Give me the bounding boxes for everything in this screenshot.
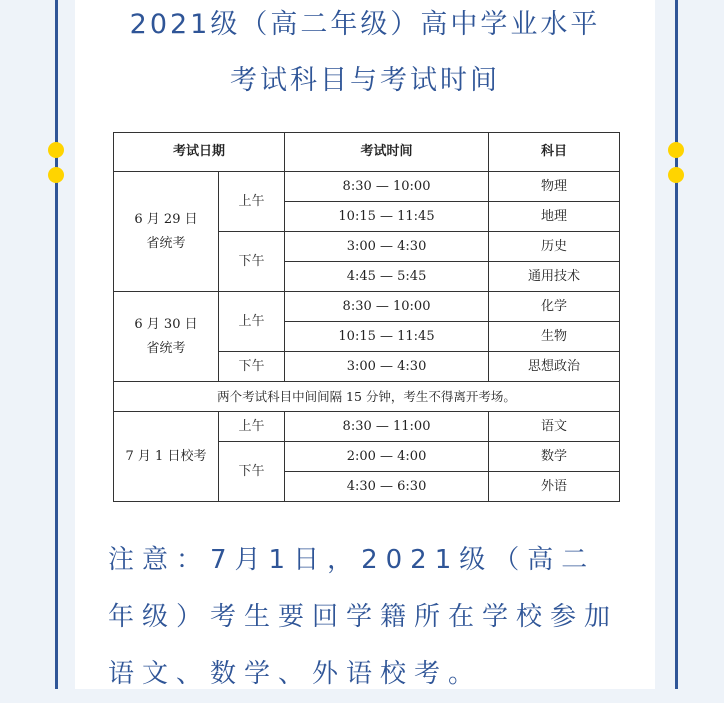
date-day2-line1: 6 月 30 日 bbox=[134, 316, 198, 332]
table-row bbox=[114, 292, 620, 322]
yellow-dot bbox=[48, 167, 64, 183]
period-day3-pm: 下午 bbox=[219, 442, 285, 502]
time-cell: 3:00 — 4:30 bbox=[285, 352, 489, 382]
time-cell: 10:15 — 11:45 bbox=[285, 322, 489, 352]
time-cell: 4:30 — 6:30 bbox=[285, 472, 489, 502]
table-row bbox=[114, 412, 620, 442]
subject-cell: 化学 bbox=[489, 292, 620, 322]
subject-cell: 物理 bbox=[489, 172, 620, 202]
date-cell-day3: 7 月 1 日校考 bbox=[114, 412, 219, 502]
yellow-dot bbox=[48, 142, 64, 158]
time-cell: 8:30 — 10:00 bbox=[285, 292, 489, 322]
time-cell: 3:00 — 4:30 bbox=[285, 232, 489, 262]
header-subject: 科目 bbox=[489, 133, 620, 172]
table-row bbox=[114, 382, 620, 412]
date-day2-line2: 省统考 bbox=[146, 340, 186, 356]
date-day1-line2: 省统考 bbox=[146, 235, 186, 251]
interval-note: 两个考试科目中间间隔 15 分钟，考生不得离开考场。 bbox=[114, 382, 620, 412]
subject-cell: 通用技术 bbox=[489, 262, 620, 292]
date-cell-day2 bbox=[114, 292, 219, 382]
subject-cell: 历史 bbox=[489, 232, 620, 262]
period-day2-am: 上午 bbox=[219, 292, 285, 352]
period-day1-pm: 下午 bbox=[219, 232, 285, 292]
subject-cell: 外语 bbox=[489, 472, 620, 502]
table-row bbox=[114, 172, 620, 202]
time-cell: 10:15 — 11:45 bbox=[285, 202, 489, 232]
content-panel bbox=[75, 0, 655, 689]
time-cell: 8:30 — 11:00 bbox=[285, 412, 489, 442]
time-cell: 4:45 — 5:45 bbox=[285, 262, 489, 292]
yellow-dot bbox=[668, 142, 684, 158]
yellow-dot bbox=[668, 167, 684, 183]
subject-cell: 数学 bbox=[489, 442, 620, 472]
notice-text: 注意：7月1日，2021级（高二年级）考生要回学籍所在学校参加语文、数学、外语校考。 bbox=[108, 545, 619, 689]
exam-schedule-table bbox=[113, 132, 620, 502]
time-cell: 8:30 — 10:00 bbox=[285, 172, 489, 202]
subject-cell: 地理 bbox=[489, 202, 620, 232]
subject-cell: 生物 bbox=[489, 322, 620, 352]
time-cell: 2:00 — 4:00 bbox=[285, 442, 489, 472]
period-day2-pm: 下午 bbox=[219, 352, 285, 382]
period-day1-am: 上午 bbox=[219, 172, 285, 232]
table-header-row bbox=[114, 133, 620, 172]
subject-cell: 思想政治 bbox=[489, 352, 620, 382]
subject-cell: 语文 bbox=[489, 412, 620, 442]
frame-line-left bbox=[55, 0, 58, 689]
header-date: 考试日期 bbox=[114, 133, 285, 172]
date-cell-day1 bbox=[114, 172, 219, 292]
frame-line-right bbox=[675, 0, 678, 689]
header-time: 考试时间 bbox=[285, 133, 489, 172]
period-day3-am: 上午 bbox=[219, 412, 285, 442]
date-day1-line1: 6 月 29 日 bbox=[134, 211, 198, 227]
page-title-line2: 考试科目与考试时间 bbox=[230, 65, 500, 96]
page-title-line1: 2021级（高二年级）高中学业水平 bbox=[129, 9, 601, 40]
